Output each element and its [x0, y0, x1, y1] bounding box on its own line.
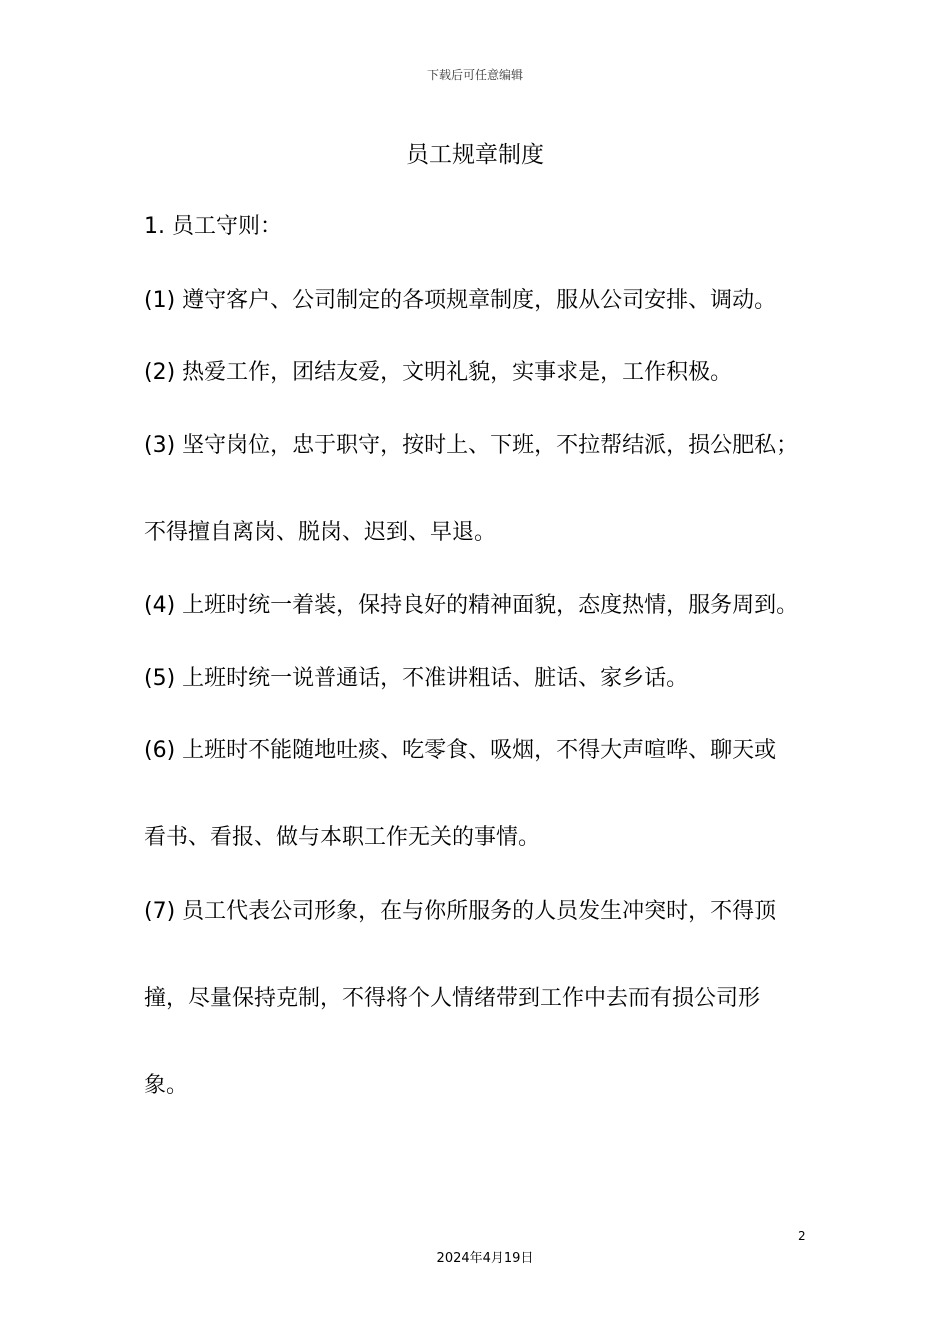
rule-line-1: (1) 遵守客户、公司制定的各项规章制度，服从公司安排、调动。: [144, 288, 777, 313]
rule-line-2: (2) 热爱工作，团结友爱，文明礼貌，实事求是，工作积极。: [144, 360, 733, 385]
rule-line-7-end: 象。: [144, 1073, 189, 1098]
rule-line-6-cont: 看书、看报、做与本职工作无关的事情。: [144, 825, 541, 850]
rule-line-3: (3) 坚守岗位，忠于职守，按时上、下班，不拉帮结派，损公肥私；: [144, 433, 799, 458]
page-header: 下载后可任意编辑: [426, 68, 523, 82]
section-heading: 1. 员工守则：: [144, 214, 282, 239]
page-number: 2: [798, 1229, 806, 1243]
footer-date: 2024年4月19日: [436, 1251, 534, 1266]
rule-line-7: (7) 员工代表公司形象，在与你所服务的人员发生冲突时，不得顶: [144, 899, 777, 924]
rule-line-4: (4) 上班时统一着装，保持良好的精神面貌，态度热情，服务周到。: [144, 593, 799, 618]
rule-line-3-cont: 不得擅自离岗、脱岗、迟到、早退。: [144, 520, 497, 545]
rule-line-7-cont: 撞，尽量保持克制，不得将个人情绪带到工作中去而有损公司形: [144, 986, 761, 1011]
rule-line-6: (6) 上班时不能随地吐痰、吃零食、吸烟，不得大声喧哗、聊天或: [144, 738, 777, 763]
rule-line-5: (5) 上班时统一说普通话，不准讲粗话、脏话、家乡话。: [144, 666, 689, 691]
document-title: 员工规章制度: [406, 142, 544, 168]
